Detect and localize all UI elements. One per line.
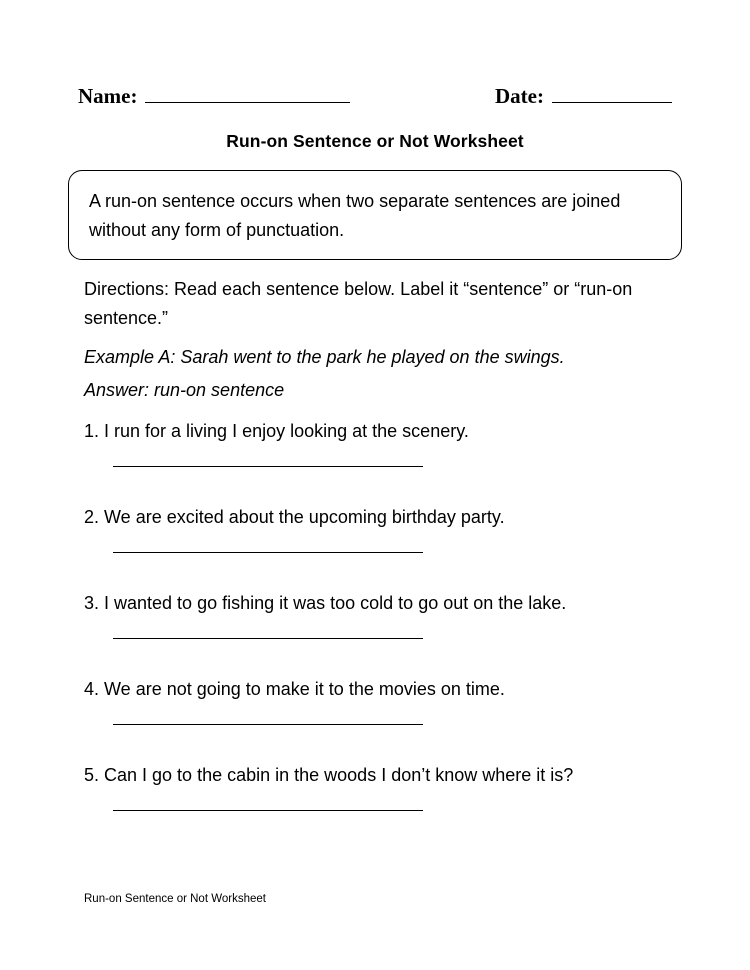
example-text: Example A: Sarah went to the park he played on the swings. (84, 347, 565, 367)
definition-box (68, 170, 682, 260)
answer-blank[interactable] (113, 810, 423, 811)
answer-blank[interactable] (113, 724, 423, 725)
list-item (84, 762, 694, 848)
question-text: 1. I run for a living I enjoy looking at the scenery. (84, 421, 469, 441)
list-item (84, 418, 694, 504)
date-field-group (495, 84, 672, 109)
page-title: Run-on Sentence or Not Worksheet (226, 131, 524, 151)
directions-text: Directions: Read each sentence below. Label it “sentence” or “run-on sentence.” (84, 279, 633, 329)
question-text: 5. Can I go to the cabin in the woods I don’t know where it is? (84, 765, 574, 785)
student-info-row (78, 84, 672, 109)
date-label: Date: (495, 84, 544, 108)
question-text: 3. I wanted to go fishing it was too cold to go out on the lake. (84, 593, 567, 613)
questions-list (84, 418, 694, 848)
definition-text: A run-on sentence occurs when two separate sentences are joined without any form of punctuation. (89, 191, 621, 240)
date-input-blank[interactable] (552, 101, 672, 103)
answer-blank[interactable] (113, 552, 423, 553)
list-item (84, 504, 694, 590)
page-footer: Run-on Sentence or Not Worksheet (84, 893, 266, 905)
question-text: 2. We are excited about the upcoming birthday party. (84, 507, 505, 527)
list-item (84, 590, 694, 676)
list-item (84, 676, 694, 762)
question-text: 4. We are not going to make it to the movies on time. (84, 679, 505, 699)
name-label: Name: (78, 84, 138, 108)
name-input-blank[interactable] (145, 101, 350, 103)
example-answer-text: Answer: run-on sentence (84, 380, 285, 400)
name-field-group (78, 84, 350, 109)
answer-blank[interactable] (113, 466, 423, 467)
answer-blank[interactable] (113, 638, 423, 639)
